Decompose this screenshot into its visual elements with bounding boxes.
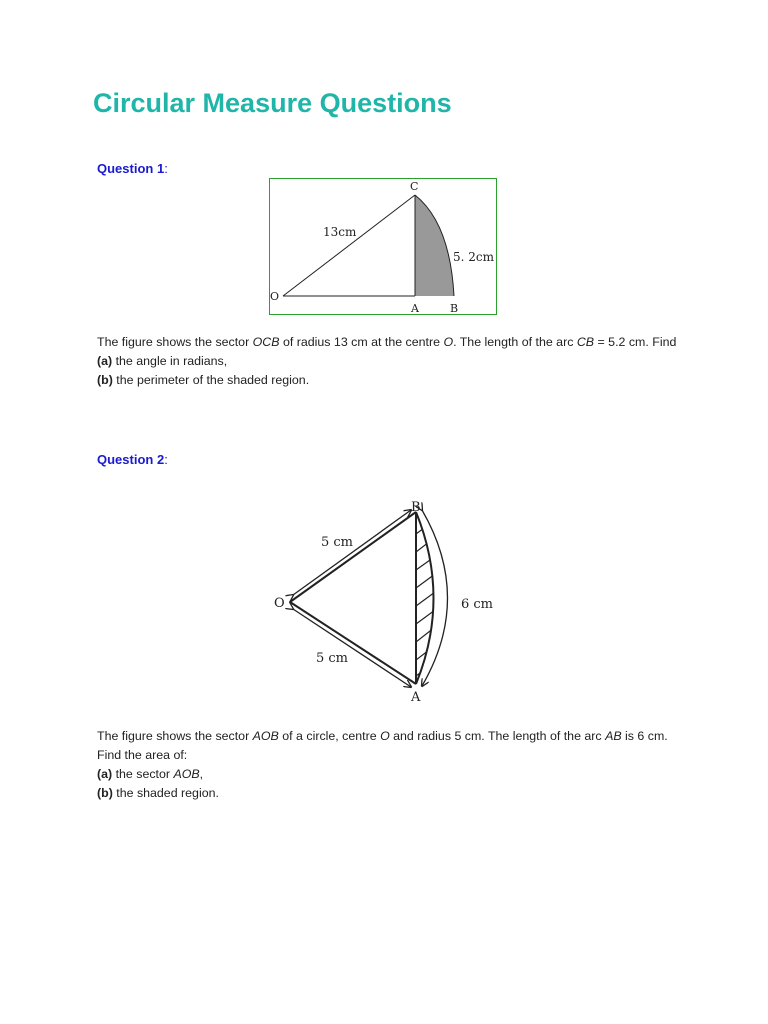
question-2-part-b: (b) the shaded region.	[97, 786, 219, 800]
figure-1-label-c: C	[410, 180, 419, 193]
question-2-part-a: (a) the sector AOB,	[97, 767, 204, 781]
figure-2-line-oa	[290, 602, 416, 684]
figure-2-dimension-arrow-bottom	[293, 609, 411, 687]
question-1-heading-label: Question 1	[97, 161, 165, 176]
figure-2-dimension-arrow-arc	[422, 510, 448, 686]
question-1-figure	[269, 178, 497, 315]
question-1-statement: The figure shows the sector OCB of radius 13 cm at the centre O. The length of the arc CB = 5.2 cm. Find	[97, 335, 677, 349]
figure-1-label-o: O	[270, 290, 280, 303]
question-1-heading: Question 1:	[97, 161, 168, 176]
figure-1-label-a: A	[411, 302, 419, 315]
question-2-text	[97, 727, 682, 803]
question-1-part-a: (a) the angle in radians,	[97, 354, 228, 368]
figure-2-label-b: B	[411, 500, 421, 515]
question-2-statement: The figure shows the sector AOB of a circle, centre O and radius 5 cm. The length of the arc AB is 6 cm. Find the area of:	[97, 729, 668, 762]
page-title: Circular Measure Questions	[93, 88, 452, 118]
figure-2-bottom-radius-label: 5 cm	[316, 651, 349, 666]
figure-2-hatched-region	[416, 516, 446, 676]
figure-2-line-ob	[290, 512, 416, 602]
question-1-text	[97, 333, 682, 390]
figure-1-radius-label: 13cm	[323, 225, 357, 239]
figure-2-label-o: O	[274, 596, 285, 611]
question-1-part-b: (b) the perimeter of the shaded region.	[97, 373, 310, 387]
question-2-heading-label: Question 2	[97, 452, 165, 467]
figure-2-label-a: A	[411, 690, 421, 704]
figure-1-label-b: B	[450, 302, 459, 315]
question-2-heading: Question 2:	[97, 452, 168, 467]
figure-2-dimension-arrow-top	[293, 510, 411, 595]
figure-1-arc-label: 5. 2cm	[453, 250, 494, 264]
figure-2-arc-label: 6 cm	[461, 597, 494, 612]
figure-2-top-radius-label: 5 cm	[321, 535, 354, 550]
question-2-figure	[270, 494, 502, 704]
figure-1-shaded-region	[415, 195, 454, 296]
figure-1-border	[270, 179, 497, 315]
figure-1-line-oc	[283, 195, 415, 296]
